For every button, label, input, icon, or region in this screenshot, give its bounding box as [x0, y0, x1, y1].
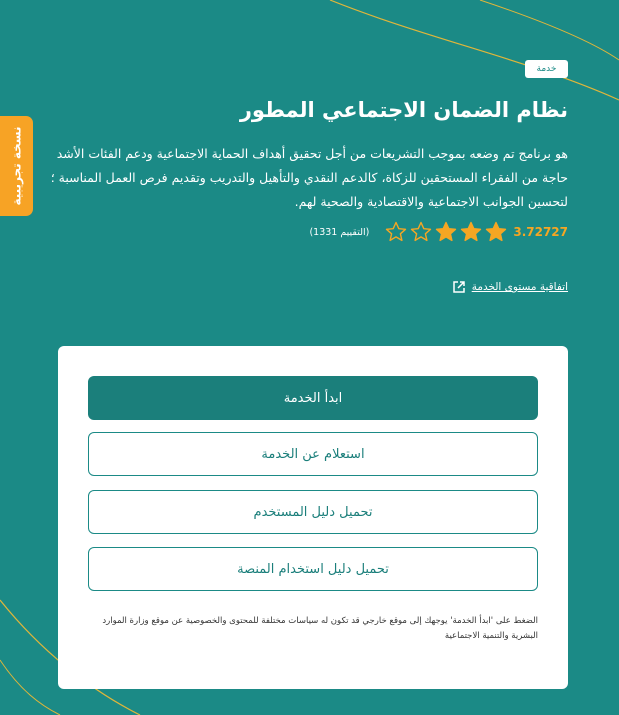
service-inquiry-button[interactable]: استعلام عن الخدمة — [88, 432, 538, 476]
star-icon[interactable] — [435, 221, 457, 243]
start-service-button[interactable]: ابدأ الخدمة — [88, 376, 538, 420]
service-tag: خدمة — [525, 60, 568, 78]
download-platform-guide-button[interactable]: تحميل دليل استخدام المنصة — [88, 547, 538, 591]
rating-value: 3.72727 — [513, 225, 568, 239]
service-actions-card — [58, 346, 568, 689]
beta-label: نسخة تجريبية — [9, 126, 24, 206]
beta-tab[interactable] — [0, 116, 33, 216]
external-site-note: الضغط على 'ابدأ الخدمة' يوجهك إلى موقع خارجي قد تكون له سياسات مختلفة للمحتوى والخصوصية عن موقع وزارة الموارد البشرية والتنمية الاجتماعية — [102, 616, 538, 641]
star-icon[interactable] — [460, 221, 482, 243]
rating-stars[interactable] — [385, 221, 507, 243]
sla-link-label: اتفاقية مستوى الخدمة — [471, 281, 568, 293]
external-link-icon — [452, 280, 466, 294]
service-description: هو برنامج تم وضعه بموجب التشريعات من أجل تحقيق أهداف الحماية الاجتماعية ودعم الفئات الأشد حاجة من الفقراء المستحقين للزكاة، كالدعم النقدي والتأهيل والتدريب وتقديم فرص العمل المناسبة ؛ لتحسين الجوانب الاجتماعية والاقتصادية والصحية لهم. — [50, 146, 568, 209]
star-icon[interactable] — [385, 221, 407, 243]
sla-link[interactable] — [452, 280, 568, 294]
rating-count: (التقييم 1331) — [309, 226, 370, 238]
star-icon[interactable] — [410, 221, 432, 243]
download-user-guide-button[interactable]: تحميل دليل المستخدم — [88, 490, 538, 534]
star-icon[interactable] — [485, 221, 507, 243]
page-title: نظام الضمان الاجتماعي المطور — [239, 98, 568, 122]
rating — [309, 220, 568, 244]
